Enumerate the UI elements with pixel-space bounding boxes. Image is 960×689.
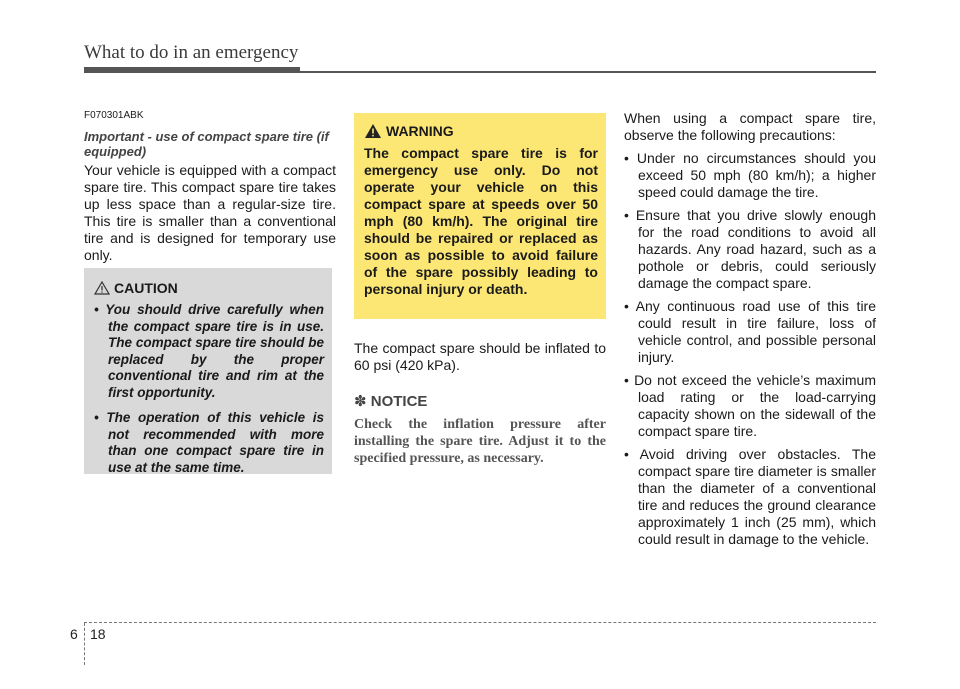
middle-column-body [354, 340, 606, 467]
right-column [624, 110, 876, 554]
subheading: Important - use of compact spare tire (if equipped) [84, 129, 329, 159]
precaution-item: • Under no circumstances should you exceed 50 mph (80 km/h); a higher speed could damage the tire. [624, 150, 876, 200]
precaution-item: • Do not exceed the vehicle’s maximum load rating or the load-carrying capacity shown on the sidewall of the compact spare tire. [624, 372, 876, 439]
precaution-item: • Ensure that you drive slowly enough for the road conditions to avoid all hazards. Any road hazard, such as a pothole or debris, could seriously damage the compact spare. [624, 207, 876, 291]
footer-divider [84, 623, 85, 665]
left-column [84, 110, 336, 264]
caution-item: • You should drive carefully when the compact spare tire is in use. The compact spare tire should be replaced by the proper conventional tire and rim at the first opportunity. [94, 302, 324, 400]
caution-box [84, 268, 332, 474]
header-rule [84, 71, 876, 73]
intro-paragraph: Your vehicle is equipped with a compact spare tire. This compact spare tire takes up less space than a regular-size tire. This tire is smaller than a conventional tire and is designed for temporary use only. [84, 162, 336, 263]
precautions-list [624, 150, 876, 548]
warning-text: The compact spare tire is for emergency use only. Do not operate your vehicle on this compact spare at speeds over 50 mph (80 km/h). The original tire should be repaired or replaced as soon as possible to avoid failure of the spare possibly leading to personal injury or death. [364, 145, 598, 297]
warning-title: WARNING [386, 123, 454, 139]
section-title: What to do in an emergency [84, 42, 299, 63]
warning-heading [364, 123, 598, 139]
caution-item: • The operation of this vehicle is not recommended with more than one compact spare tire in use at the same time. [94, 410, 324, 475]
caution-heading [94, 280, 324, 296]
notice-text: Check the inflation pressure after installing the spare tire. Adjust it to the specified pressure, as necessary. [354, 417, 606, 466]
warning-triangle-icon [364, 123, 382, 139]
precautions-intro: When using a compact spare tire, observe the following precautions: [624, 110, 876, 143]
chapter-number: 6 [70, 626, 78, 642]
caution-title: CAUTION [114, 280, 178, 296]
warning-box [354, 113, 606, 319]
caution-list [94, 302, 324, 476]
precaution-item: • Avoid driving over obstacles. The compact spare tire diameter is smaller than the diameter of a conventional tire and reduces the ground clearance approximately 1 inch (25 mm), which could result in damage to the vehicle. [624, 446, 876, 547]
inflation-paragraph: The compact spare should be inflated to 60 psi (420 kPa). [354, 340, 606, 373]
precaution-item: • Any continuous road use of this tire could result in tire failure, loss of vehicle control, and possible personal injury. [624, 298, 876, 365]
footer-rule [84, 622, 876, 623]
caution-triangle-icon [94, 281, 110, 295]
section-code: F070301ABK [84, 110, 144, 121]
page-number: 18 [90, 626, 106, 642]
notice-heading: ✽ NOTICE [354, 393, 428, 410]
